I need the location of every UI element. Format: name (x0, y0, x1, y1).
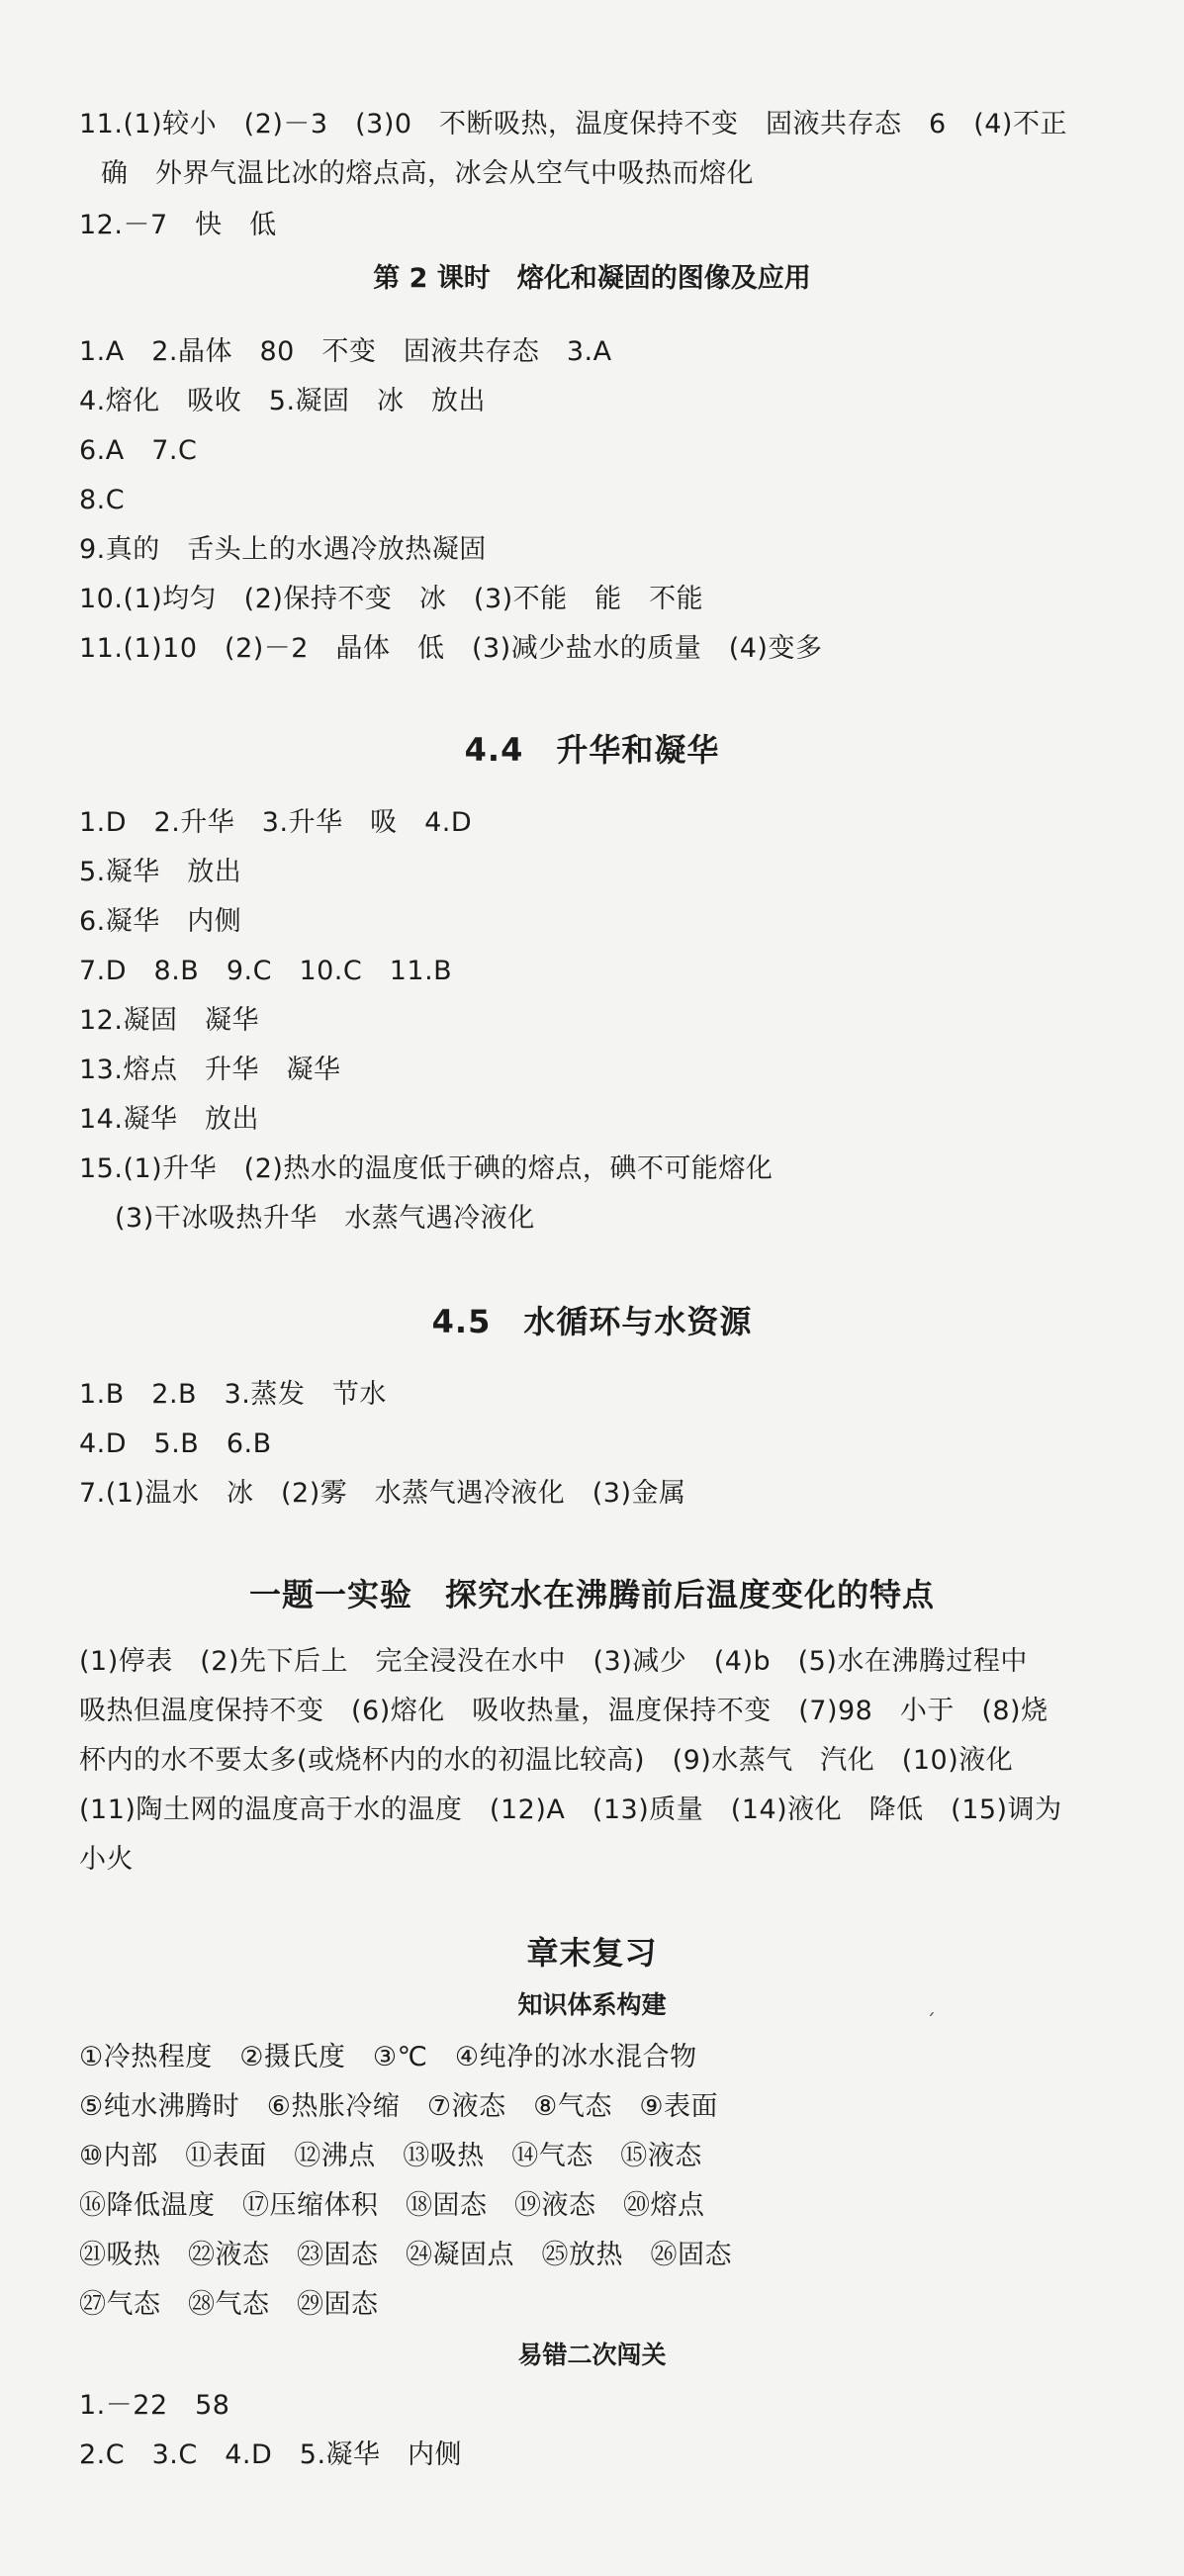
answer-line: 14.凝华 放出 (79, 1104, 259, 1135)
subsection-heading: 知识体系构建 (517, 1990, 667, 2019)
answer-line: 10.(1)均匀 (2)保持不变 冰 (3)不能 能 不能 (79, 584, 704, 614)
answer-line: 5.凝华 放出 (79, 857, 242, 887)
answer-line: 13.熔点 升华 凝华 (79, 1055, 341, 1085)
section-heading: 一题一实验 探究水在沸腾前后温度变化的特点 (248, 1576, 935, 1613)
section-heading: 4.5 水循环与水资源 (431, 1303, 753, 1340)
answer-line: 1.A 2.晶体 80 不变 固液共存态 3.A (79, 336, 612, 367)
answer-line: 吸热但温度保持不变 (6)熔化 吸收热量，温度保持不变 (7)98 小于 (8)烧 (79, 1696, 1048, 1726)
answer-line: 1.D 2.升华 3.升华 吸 4.D (79, 807, 473, 838)
answer-line: 小火 (79, 1844, 134, 1875)
answer-line: 4.熔化 吸收 5.凝固 冰 放出 (79, 386, 487, 416)
answer-line: 11.(1)较小 (2)－3 (3)0 不断吸热，温度保持不变 固液共存态 6 (4)不正 (79, 109, 1067, 139)
stray-mark: ˏ (926, 1992, 936, 2016)
answer-line: 2.C 3.C 4.D 5.凝华 内侧 (79, 2439, 463, 2470)
answer-line: (11)陶土网的温度高于水的温度 (12)A (13)质量 (14)液化 降低 (15)调为 (79, 1794, 1062, 1825)
answer-line: ㉗气态 ㉘气态 ㉙固态 (79, 2289, 379, 2320)
section-heading: 第 2 课时 熔化和凝固的图像及应用 (373, 263, 811, 294)
answer-line: 8.C (79, 485, 126, 515)
answer-line: 1.－22 58 (79, 2390, 230, 2421)
answer-line: 1.B 2.B 3.蒸发 节水 (79, 1379, 387, 1410)
section-heading: 章末复习 (526, 1934, 658, 1972)
answer-line: 7.(1)温水 冰 (2)雾 水蒸气遇冷液化 (3)金属 (79, 1478, 686, 1509)
answer-line: 6.凝华 内侧 (79, 906, 242, 937)
answer-line: 9.真的 舌头上的水遇冷放热凝固 (79, 534, 487, 565)
answer-line: 12.凝固 凝华 (79, 1005, 259, 1036)
answer-line: ⑤纯水沸腾时 ⑥热胀冷缩 ⑦液态 ⑧气态 ⑨表面 (79, 2091, 719, 2122)
answer-line: ⑯降低温度 ⑰压缩体积 ⑱固态 ⑲液态 ⑳熔点 (79, 2190, 705, 2221)
answer-line: 15.(1)升华 (2)热水的温度低于碘的熔点，碘不可能熔化 (79, 1153, 774, 1184)
answer-line: 12.－7 快 低 (79, 210, 277, 240)
answer-line: 7.D 8.B 9.C 10.C 11.B (79, 956, 453, 986)
answer-line: (1)停表 (2)先下后上 完全浸没在水中 (3)减少 (4)b (5)水在沸腾过程中 (79, 1646, 1028, 1677)
subsection-heading: 易错二次闯关 (517, 2341, 667, 2369)
answer-line: 杯内的水不要太多(或烧杯内的水的初温比较高) (9)水蒸气 汽化 (10)液化 (79, 1745, 1014, 1776)
answer-line: ①冷热程度 ②摄氏度 ③℃ ④纯净的冰水混合物 (79, 2042, 697, 2072)
answer-line: 4.D 5.B 6.B (79, 1428, 272, 1459)
answer-line: (3)干冰吸热升华 水蒸气遇冷液化 (115, 1203, 535, 1234)
answer-line: 6.A 7.C (79, 435, 198, 466)
answer-line: 11.(1)10 (2)－2 晶体 低 (3)减少盐水的质量 (4)变多 (79, 633, 823, 664)
section-heading: 4.4 升华和凝华 (464, 731, 720, 769)
answer-line: ㉑吸热 ㉒液态 ㉓固态 ㉔凝固点 ㉕放热 ㉖固态 (79, 2240, 732, 2270)
answer-line: ⑩内部 ⑪表面 ⑫沸点 ⑬吸热 ⑭气态 ⑮液态 (79, 2141, 702, 2171)
answer-line: 确 外界气温比冰的熔点高，冰会从空气中吸热而熔化 (101, 158, 754, 189)
